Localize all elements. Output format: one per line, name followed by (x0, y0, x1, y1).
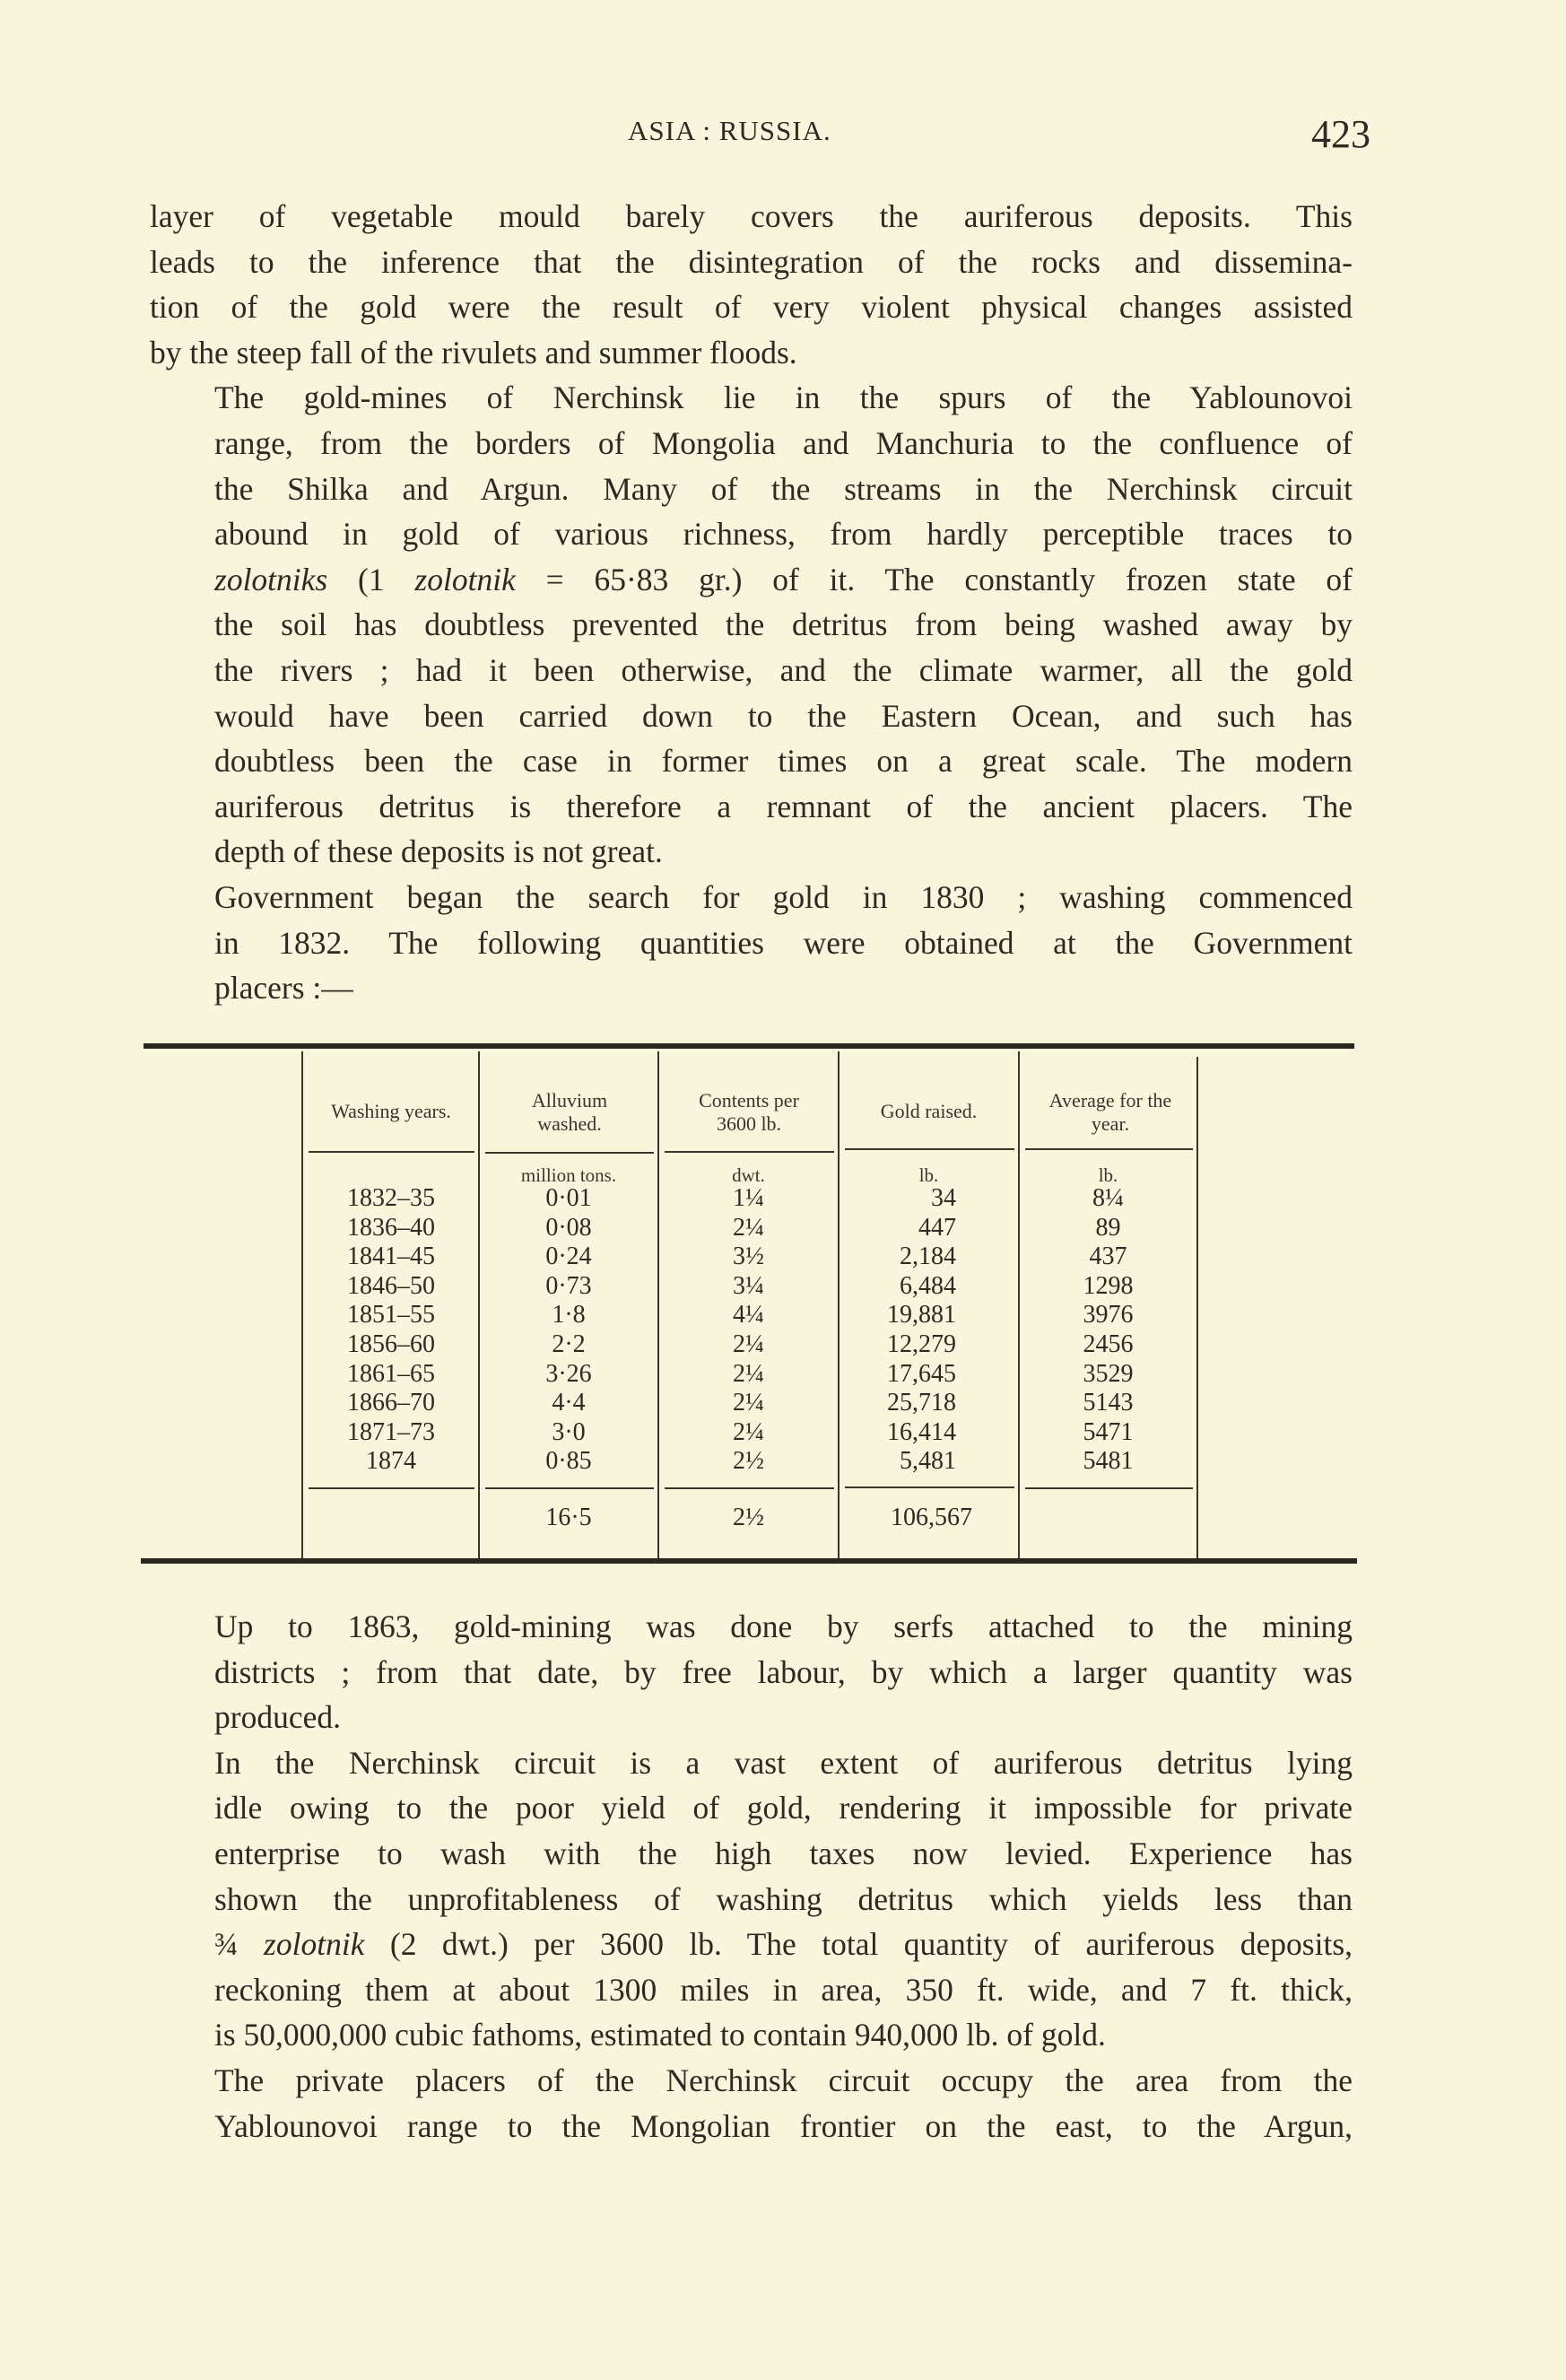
text-line: layer of vegetable mould barely covers the auriferous deposits. This (150, 198, 1353, 234)
text-line: Yablounovoi range to the Mongolian frontier on the east, to the Argun, (214, 2107, 1353, 2144)
table-cell-alluvium: 3·26 (545, 1359, 592, 1388)
header-rule (309, 1151, 474, 1153)
header-rule (485, 1152, 654, 1154)
text-line: tion of the gold were the result of very violent physical changes assisted (150, 289, 1353, 326)
unit-average: lb. (1098, 1164, 1118, 1186)
table-cell-average: 437 (1089, 1242, 1127, 1271)
unit-alluvium: million tons. (520, 1164, 617, 1186)
header-rule (1025, 1148, 1193, 1150)
text-line: is 50,000,000 cubic fathoms, estimated to contain 940,000 lb. of gold. (214, 2017, 1106, 2053)
table-cell-alluvium: 0·01 (545, 1184, 592, 1212)
table-cell-years: 1846–50 (347, 1271, 435, 1300)
text-line: produced. (214, 1699, 341, 1736)
table-cell-contents: 2¼ (733, 1417, 764, 1446)
table-cell-alluvium: 0·08 (545, 1213, 592, 1242)
table-cell-contents: 2¼ (733, 1213, 764, 1242)
text-line: the rivers ; had it been otherwise, and the climate warmer, all the gold (214, 651, 1353, 688)
table-cell-gold: 25,718 (887, 1389, 956, 1417)
header-washing-years: Washing years. (331, 1100, 451, 1122)
table-cell-contents: 2¼ (733, 1359, 764, 1388)
table-cell-alluvium: 0·85 (545, 1447, 592, 1476)
totals-rule (845, 1486, 1014, 1488)
unit-gold: lb. (918, 1164, 939, 1186)
table-cell-alluvium: 0·24 (545, 1242, 592, 1271)
paragraph (150, 375, 1353, 875)
table-cell-years: 1851–55 (347, 1301, 435, 1329)
table-cell-years: 1861–65 (347, 1359, 435, 1388)
table-cell-years: 1841–45 (347, 1242, 435, 1271)
table-cell-years: 1836–40 (347, 1213, 435, 1242)
table-cell-gold: 2,184 (900, 1242, 956, 1271)
text-line: ¾ zolotnik (2 dwt.) per 3600 lb. The total quantity of auriferous deposits, (214, 1926, 1353, 1963)
running-head (0, 112, 1566, 160)
unit-contents: dwt. (732, 1164, 765, 1186)
column-washing-years (303, 1184, 479, 1477)
table-cell-contents: 1¼ (733, 1184, 764, 1212)
text-line: by the steep fall of the rivulets and summer floods. (150, 334, 797, 371)
table-cell-alluvium: 0·73 (545, 1271, 592, 1300)
table-cell-average: 3976 (1083, 1301, 1134, 1329)
text-line: in 1832. The following quantities were obtained at the Government (214, 924, 1353, 961)
text-line: doubtless been the case in former times on a great scale. The modern (214, 743, 1353, 780)
table-cell-average: 89 (1095, 1213, 1121, 1242)
table-cell-years: 1856–60 (347, 1329, 435, 1358)
column-divider (838, 1051, 840, 1558)
paragraph (150, 194, 1353, 375)
column-alluvium-washed (480, 1184, 657, 1477)
running-title: ASIA : RUSSIA. (628, 115, 831, 146)
text-line: In the Nerchinsk circuit is a vast extent of auriferous detritus lying (214, 1744, 1353, 1781)
text-line: Up to 1863, gold-mining was done by serfs attached to the mining (214, 1608, 1353, 1644)
text-line: districts ; from that date, by free labour, by which a larger quantity was (214, 1653, 1353, 1690)
column-divider (478, 1051, 480, 1558)
header-average: Average for the year. (1048, 1089, 1172, 1135)
table-cell-average: 1298 (1083, 1271, 1134, 1300)
total-contents: 2½ (733, 1504, 764, 1531)
table-cell-gold: 6,484 (900, 1271, 956, 1300)
body-text-after-table (150, 1604, 1353, 2149)
totals-rule (1025, 1487, 1193, 1489)
column-divider (1018, 1051, 1020, 1558)
paragraph (150, 875, 1353, 1011)
table-cell-gold: 16,414 (887, 1417, 956, 1446)
header-gold-raised: Gold raised. (880, 1100, 978, 1122)
text-line: the Shilka and Argun. Many of the streams in the Nerchinsk circuit (214, 470, 1353, 507)
table-cell-gold: 17,645 (887, 1359, 956, 1388)
table-cell-average: 5471 (1083, 1417, 1134, 1446)
table-cell-alluvium: 2·2 (552, 1329, 586, 1358)
totals-rule (665, 1487, 834, 1489)
paragraph (150, 1740, 1353, 2058)
table-cell-average: 5481 (1083, 1447, 1134, 1476)
table-cell-gold: 19,881 (887, 1301, 956, 1329)
totals-rule (485, 1487, 654, 1489)
header-rule (845, 1148, 1014, 1150)
text-line: auriferous detritus is therefore a remnant of the ancient placers. The (214, 788, 1353, 824)
table-cell-gold: 12,279 (887, 1329, 956, 1358)
table-cell-years: 1866–70 (347, 1389, 435, 1417)
italic-term: zolotniks (214, 561, 328, 597)
italic-term: zolotnik (414, 561, 516, 597)
table-top-rule (144, 1043, 1354, 1049)
page-number: 423 (1311, 112, 1370, 156)
column-contents (659, 1184, 838, 1477)
text-line: The private placers of the Nerchinsk circuit occupy the area from the (214, 2062, 1353, 2098)
table-cell-gold: 34 (931, 1184, 956, 1212)
table-cell-alluvium: 1·8 (552, 1301, 586, 1329)
table-cell-average: 3529 (1083, 1359, 1134, 1388)
text-line: Government began the search for gold in 1830 ; washing commenced (214, 878, 1353, 915)
text-line: would have been carried down to the Eastern Ocean, and such has (214, 697, 1353, 734)
text-line: leads to the inference that the disintegration of the rocks and dissemina- (150, 243, 1353, 280)
paragraph (150, 2058, 1353, 2149)
table-cell-contents: 2¼ (733, 1329, 764, 1358)
table-cell-alluvium: 4·4 (552, 1389, 586, 1417)
table-cell-gold: 5,481 (900, 1447, 956, 1476)
column-divider (301, 1051, 303, 1558)
text-line: abound in gold of various richness, from hardly perceptible traces to (214, 516, 1353, 553)
text-line: range, from the borders of Mongolia and Manchuria to the confluence of (214, 424, 1353, 461)
table-cell-average: 8¼ (1092, 1184, 1124, 1212)
text-line: zolotniks (1 zolotnik = 65·83 gr.) of it. The constantly frozen state of (214, 561, 1353, 597)
table-cell-contents: 3½ (733, 1242, 764, 1271)
header-alluvium-washed: Alluvium washed. (531, 1089, 608, 1135)
table-cell-years: 1832–35 (347, 1184, 435, 1212)
table-cell-alluvium: 3·0 (552, 1417, 586, 1446)
table-cell-gold: 447 (918, 1213, 956, 1242)
table-bottom-rule (141, 1558, 1357, 1564)
table-cell-years: 1874 (366, 1447, 416, 1476)
table-cell-contents: 3¼ (733, 1271, 764, 1300)
table-cell-years: 1871–73 (347, 1417, 435, 1446)
text-line: The gold-mines of Nerchinsk lie in the spurs of the Yablounovoi (214, 379, 1353, 416)
paragraph (150, 1604, 1353, 1740)
column-divider (657, 1051, 659, 1558)
text-line: placers :— (214, 970, 353, 1007)
text-line: idle owing to the poor yield of gold, rendering it impossible for private (214, 1790, 1353, 1826)
text-line: shown the unprofitableness of washing detritus which yields less than (214, 1880, 1353, 1917)
total-gold: 106,567 (891, 1504, 972, 1531)
table-cell-contents: 4¼ (733, 1301, 764, 1329)
total-alluvium: 16·5 (545, 1504, 592, 1531)
column-divider (1196, 1057, 1198, 1558)
column-gold-raised (840, 1184, 956, 1477)
header-rule (665, 1151, 834, 1153)
table-cell-average: 2456 (1083, 1329, 1134, 1358)
text-line: enterprise to wash with the high taxes now levied. Experience has (214, 1835, 1353, 1871)
table-cell-contents: 2¼ (733, 1389, 764, 1417)
table-cell-contents: 2½ (733, 1447, 764, 1476)
totals-rule (309, 1487, 474, 1489)
italic-term: zolotnik (264, 1926, 365, 1963)
header-contents-per: Contents per 3600 lb. (699, 1089, 799, 1135)
body-text-before-table (150, 194, 1353, 1011)
text-line: depth of these deposits is not great. (214, 833, 663, 870)
table-cell-average: 5143 (1083, 1389, 1134, 1417)
text-line: reckoning them at about 1300 miles in area, 350 ft. wide, and 7 ft. thick, (214, 1971, 1353, 2008)
text-line: the soil has doubtless prevented the detritus from being washed away by (214, 606, 1353, 643)
column-average (1020, 1184, 1196, 1477)
